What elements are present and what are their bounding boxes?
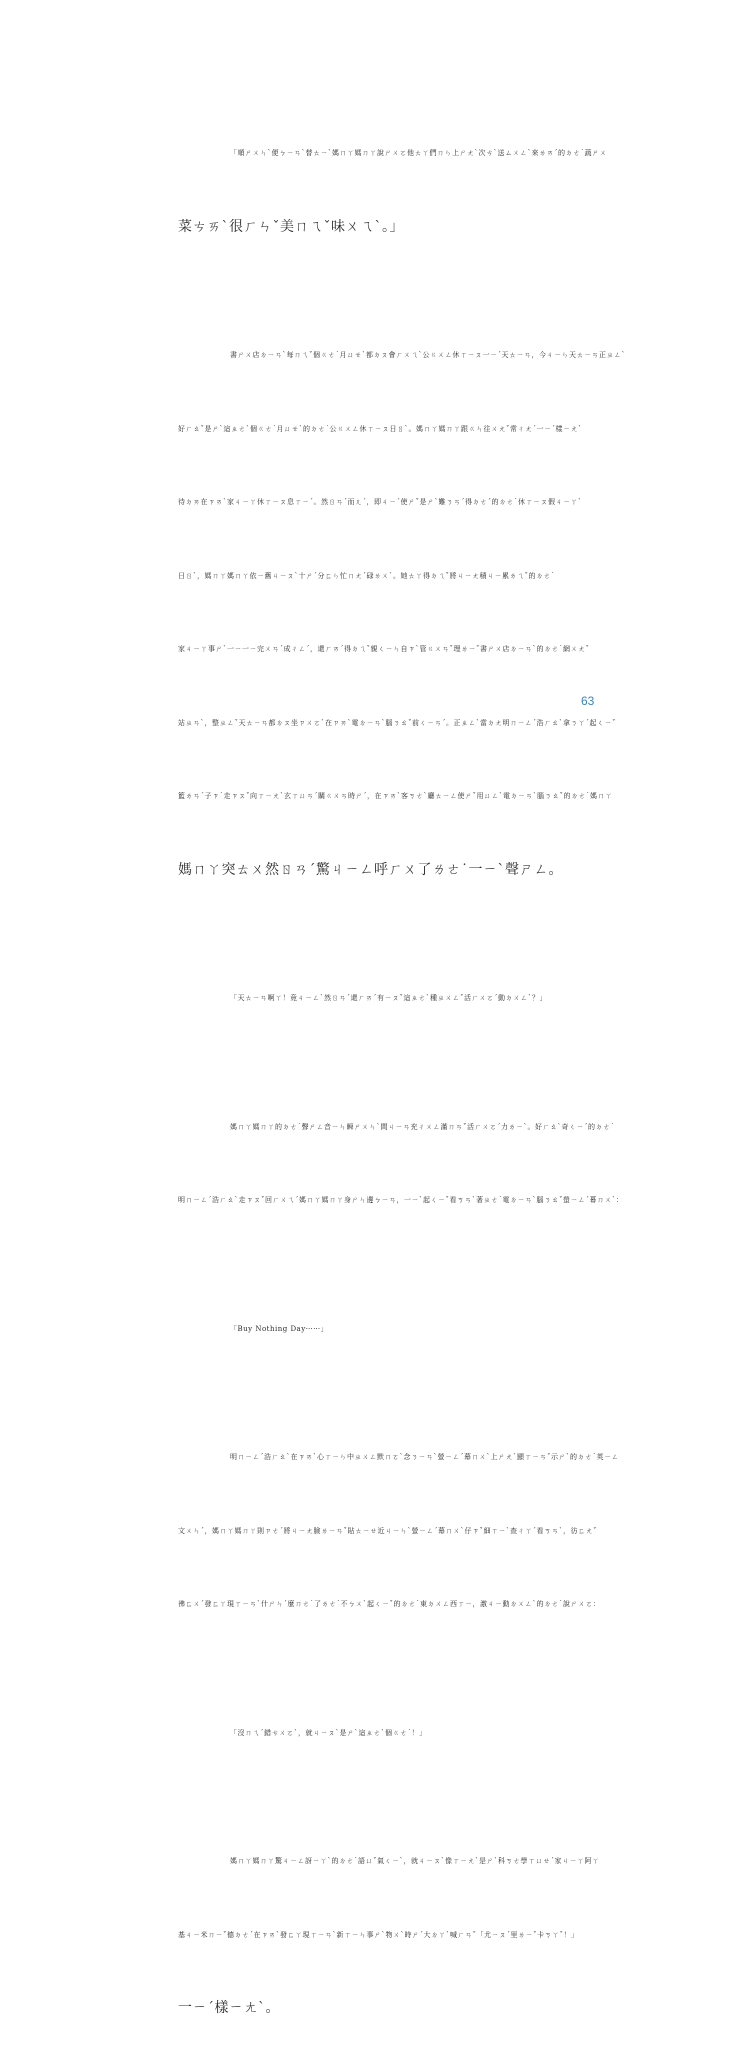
paragraph-3 (178, 937, 578, 1060)
text-line: 站ㄓㄢˋ，整ㄓㄥˇ天ㄊㄧㄢ都ㄉㄡ坐ㄗㄨㄛˋ在ㄗㄞˋ電ㄉㄧㄢˋ腦ㄋㄠˇ前ㄑㄧㄢˊ。正ㄓㄥˋ當ㄉㄤ明ㄇㄧㄥˊ浩ㄏㄠˋ拿ㄋㄚˊ起ㄑㄧˇ (178, 718, 616, 727)
text-line: 文ㄨㄣˊ，媽ㄇㄚ媽ㄇㄚ則ㄗㄜˊ將ㄐㄧㄤ臉ㄌㄧㄢˇ貼ㄊㄧㄝ近ㄐㄧㄣˋ螢ㄧㄥˊ幕ㄇㄨˋ仔ㄗˇ細ㄒㄧˋ查ㄔㄚˊ看ㄎㄢˋ，彷ㄈㄤˇ (178, 1526, 597, 1535)
text-line: 明ㄇㄧㄥˊ浩ㄏㄠˋ在ㄗㄞˋ心ㄒㄧㄣ中ㄓㄨㄥ默ㄇㄛˋ念ㄋㄧㄢˋ螢ㄧㄥˊ幕ㄇㄨˋ上ㄕㄤˋ顯ㄒㄧㄢˇ示ㄕˋ的ㄉㄜ˙英ㄧㄥ (230, 1453, 619, 1461)
paragraph-4 (178, 1066, 624, 1262)
text-line: 籃ㄌㄢˊ子ㄗ˙走ㄗㄡˇ向ㄒㄧㄤˋ玄ㄒㄩㄢˊ關ㄍㄨㄢ時ㄕˊ，在ㄗㄞˋ客ㄎㄜˋ廳ㄊㄧㄥ使ㄕˇ用ㄩㄥˋ電ㄉㄧㄢˋ腦ㄋㄠˇ的ㄉㄜ˙媽ㄇㄚ (178, 792, 613, 800)
text-line: 好ㄏㄠˇ是ㄕˋ這ㄓㄜˋ個ㄍㄜ˙月ㄩㄝˋ的ㄉㄜ˙公ㄍㄨㄥ休ㄒㄧㄡ日ㄖˋ。媽ㄇㄚ媽ㄇㄚ跟ㄍㄣ往ㄨㄤˇ常ㄔㄤˊ一ㄧˊ樣ㄧㄤˋ (178, 424, 582, 433)
text-line: 「順ㄕㄨㄣˋ便ㄅㄧㄢˋ替ㄊㄧˋ媽ㄇㄚ媽ㄇㄚ說ㄕㄨㄛ他ㄊㄚ們ㄇㄣ上ㄕㄤˋ次ㄘˋ送ㄙㄨㄥˋ來ㄌㄞˊ的ㄉㄜ˙蔬ㄕㄨ (230, 149, 607, 157)
text-line: 日ㄖˋ，媽ㄇㄚ媽ㄇㄚ依ㄧ舊ㄐㄧㄡˋ十ㄕˊ分ㄈㄣ忙ㄇㄤˊ碌ㄌㄨˋ。她ㄊㄚ得ㄉㄟˇ將ㄐㄧㄤ積ㄐㄧ累ㄌㄟˇ的ㄉㄜ˙ (178, 571, 555, 580)
text-line: 媽ㄇㄚ媽ㄇㄚ驚ㄐㄧㄥ訝ㄧㄚˋ的ㄉㄜ˙語ㄩˇ氣ㄑㄧˋ，就ㄐㄧㄡˋ像ㄒㄧㄤˋ是ㄕˋ科ㄎㄜ學ㄒㄩㄝˊ家ㄐㄧㄚ阿ㄚ (230, 1857, 600, 1865)
text-line: 「沒ㄇㄟˊ錯ㄘㄨㄛˋ，就ㄐㄧㄡˋ是ㄕˋ這ㄓㄜˋ個ㄍㄜ˙！」 (230, 1728, 427, 1737)
text-line: 書ㄕㄨ店ㄉㄧㄢˋ每ㄇㄟˇ個ㄍㄜ˙月ㄩㄝˋ都ㄉㄡ會ㄏㄨㄟˋ公ㄍㄨㄥ休ㄒㄧㄡ一ㄧˊ天ㄊㄧㄢ，今ㄐㄧㄣ天ㄊㄧㄢ正ㄓㄥˋ (230, 351, 626, 359)
text-line: 彿ㄈㄨˊ發ㄈㄚ現ㄒㄧㄢˋ什ㄕㄣˊ麼ㄇㄜ˙了ㄌㄜ˙不ㄅㄨˋ起ㄑㄧˇ的ㄉㄜ˙東ㄉㄨㄥ西ㄒㄧ，激ㄐㄧ動ㄉㄨㄥˋ的ㄉㄜ˙說ㄕㄨㄛ： (178, 1600, 601, 1608)
paragraph-7 (178, 1672, 578, 1795)
text-line: 明ㄇㄧㄥˊ浩ㄏㄠˋ走ㄗㄡˇ回ㄏㄨㄟˊ媽ㄇㄚ媽ㄇㄚ身ㄕㄣ邊ㄅㄧㄢ，一ㄧˋ起ㄑㄧˇ看ㄎㄢˋ著ㄓㄜ˙電ㄉㄧㄢˋ腦ㄋㄠˇ螢ㄧㄥˊ幕ㄇㄨˋ： (178, 1196, 624, 1204)
text-line: 菜ㄘㄞˋ很ㄏㄣˇ美ㄇㄟˇ味ㄨㄟˋ。」 (178, 218, 404, 235)
page-number: 63 (581, 694, 595, 708)
text-line: 一ㄧˊ樣ㄧㄤˋ。 (178, 2000, 280, 2016)
paragraph-6 (178, 1396, 619, 1666)
paragraph-1 (178, 92, 607, 288)
text-line: 基ㄐㄧ米ㄇㄧˇ德ㄉㄜˊ在ㄗㄞˋ發ㄈㄚ現ㄒㄧㄢˋ新ㄒㄧㄣ事ㄕˋ物ㄨˋ時ㄕˊ大ㄉㄚˋ喊ㄏㄢˇ「尤ㄧㄡˊ里ㄌㄧˇ卡ㄎㄚˇ！」 (178, 1930, 579, 1939)
paragraph-8 (178, 1800, 600, 2070)
text-line: 媽ㄇㄚ媽ㄇㄚ的ㄉㄜ˙聲ㄕㄥ音ㄧㄣ瞬ㄕㄨㄣˋ間ㄐㄧㄢ充ㄔㄨㄥ滿ㄇㄢˇ活ㄏㄨㄛˊ力ㄌㄧˋ。好ㄏㄠˋ奇ㄑㄧˊ的ㄉㄜ˙ (230, 1122, 615, 1131)
text-line: 「Buy Nothing Day⋯⋯」 (230, 1324, 329, 1333)
text-line: 家ㄐㄧㄚ事ㄕˋ一ㄧ一ㄧ完ㄨㄢˊ成ㄔㄥˊ，還ㄏㄞˊ得ㄉㄟˇ親ㄑㄧㄣ自ㄗˋ管ㄍㄨㄢˇ理ㄌㄧˇ書ㄕㄨ店ㄉㄧㄢˋ的ㄉㄜ˙網ㄨㄤˇ (178, 645, 590, 653)
text-line: 媽ㄇㄚ突ㄊㄨ然ㄖㄢˊ驚ㄐㄧㄥ呼ㄏㄨ了ㄌㄜ˙一ㄧˋ聲ㄕㄥ。 (178, 861, 563, 878)
text-line: 「天ㄊㄧㄢ啊ㄚ！竟ㄐㄧㄥˋ然ㄖㄢˊ還ㄏㄞˊ有ㄧㄡˇ這ㄓㄜˋ種ㄓㄨㄥˇ活ㄏㄨㄛˊ動ㄉㄨㄥˋ？」 (230, 994, 547, 1002)
paragraph-5 (178, 1268, 578, 1391)
text-line: 待ㄉㄞ在ㄗㄞˋ家ㄐㄧㄚ休ㄒㄧㄡ息ㄒㄧˊ。然ㄖㄢˊ而ㄦˊ，即ㄐㄧˊ使ㄕˇ是ㄕˋ難ㄋㄢˊ得ㄉㄜˊ的ㄉㄜ˙休ㄒㄧㄡ假ㄐㄧㄚˋ (178, 498, 582, 506)
